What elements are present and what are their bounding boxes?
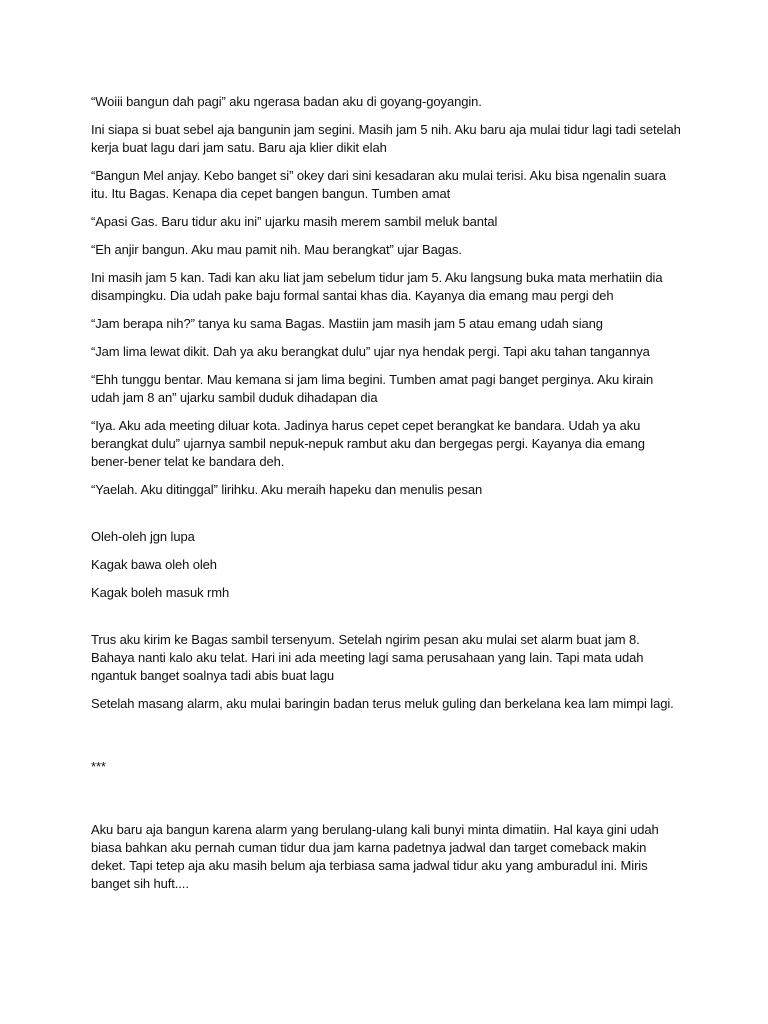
document-body xyxy=(91,93,681,903)
paragraph: “Iya. Aku ada meeting diluar kota. Jadinya harus cepet cepet berangkat ke bandara. Udah ya aku berangkat dulu” ujarnya sambil nepuk-nepuk rambut aku dan bergegas pergi. Kayanya dia emang bener-bener telat ke bandara deh. xyxy=(91,418,645,469)
paragraph: Ini masih jam 5 kan. Tadi kan aku liat jam sebelum tidur jam 5. Aku langsung buka mata merhatiin dia disampingku. Dia udah pake baju formal santai khas dia. Kayanya dia emang mau pergi deh xyxy=(91,270,663,303)
paragraph: “Woiii bangun dah pagi” aku ngerasa badan aku di goyang-goyangin. xyxy=(91,94,482,109)
message-line: Kagak boleh masuk rmh xyxy=(91,585,230,600)
paragraph: “Jam berapa nih?” tanya ku sama Bagas. Mastiin jam masih jam 5 atau emang udah siang xyxy=(91,316,603,331)
paragraph: Trus aku kirim ke Bagas sambil tersenyum. Setelah ngirim pesan aku mulai set alarm buat jam 8. Bahaya nanti kalo aku telat. Hari ini ada meeting lagi sama perusahaan yang lain. Tapi mata udah ngantuk banget soalnya tadi abis buat lagu xyxy=(91,632,644,683)
blank-line xyxy=(91,612,681,631)
paragraph: “Ehh tunggu bentar. Mau kemana si jam lima begini. Tumben amat pagi banget perginya. Aku kirain udah jam 8 an” ujarku sambil duduk dihadapan dia xyxy=(91,372,654,405)
paragraph: “Yaelah. Aku ditinggal” lirihku. Aku meraih hapeku dan menulis pesan xyxy=(91,482,483,497)
paragraph: “Apasi Gas. Baru tidur aku ini” ujarku masih merem sambil meluk bantal xyxy=(91,214,498,229)
blank-line xyxy=(91,786,681,821)
paragraph: Ini siapa si buat sebel aja bangunin jam segini. Masih jam 5 nih. Aku baru aja mulai tidur lagi tadi setelah kerja buat lagu dari jam satu. Baru aja klier dikit elah xyxy=(91,122,681,155)
paragraph: “Jam lima lewat dikit. Dah ya aku berangkat dulu” ujar nya hendak pergi. Tapi aku tahan tangannya xyxy=(91,344,650,359)
paragraph: Setelah masang alarm, aku mulai baringin badan terus meluk guling dan berkelana kea lam mimpi lagi. xyxy=(91,696,674,711)
paragraph: “Bangun Mel anjay. Kebo banget si” okey dari sini kesadaran aku mulai terisi. Aku bisa ngenalin suara itu. Itu Bagas. Kenapa dia cepet bangen bangun. Tumben amat xyxy=(91,168,666,201)
paragraph: “Eh anjir bangun. Aku mau pamit nih. Mau berangkat” ujar Bagas. xyxy=(91,242,462,257)
message-line: Kagak bawa oleh oleh xyxy=(91,557,217,572)
blank-line xyxy=(91,509,681,528)
blank-line xyxy=(91,723,681,758)
message-line: Oleh-oleh jgn lupa xyxy=(91,529,195,544)
paragraph: Aku baru aja bangun karena alarm yang berulang-ulang kali bunyi minta dimatiin. Hal kaya gini udah biasa bahkan aku pernah cuman tidur dua jam karna padetnya jadwal dan target comeback makin deket. Tapi tetep aja aku masih belum aja terbiasa sama jadwal tidur aku yang amburadul ini. Miris banget sih huft.... xyxy=(91,822,659,891)
section-separator: *** xyxy=(91,759,106,774)
